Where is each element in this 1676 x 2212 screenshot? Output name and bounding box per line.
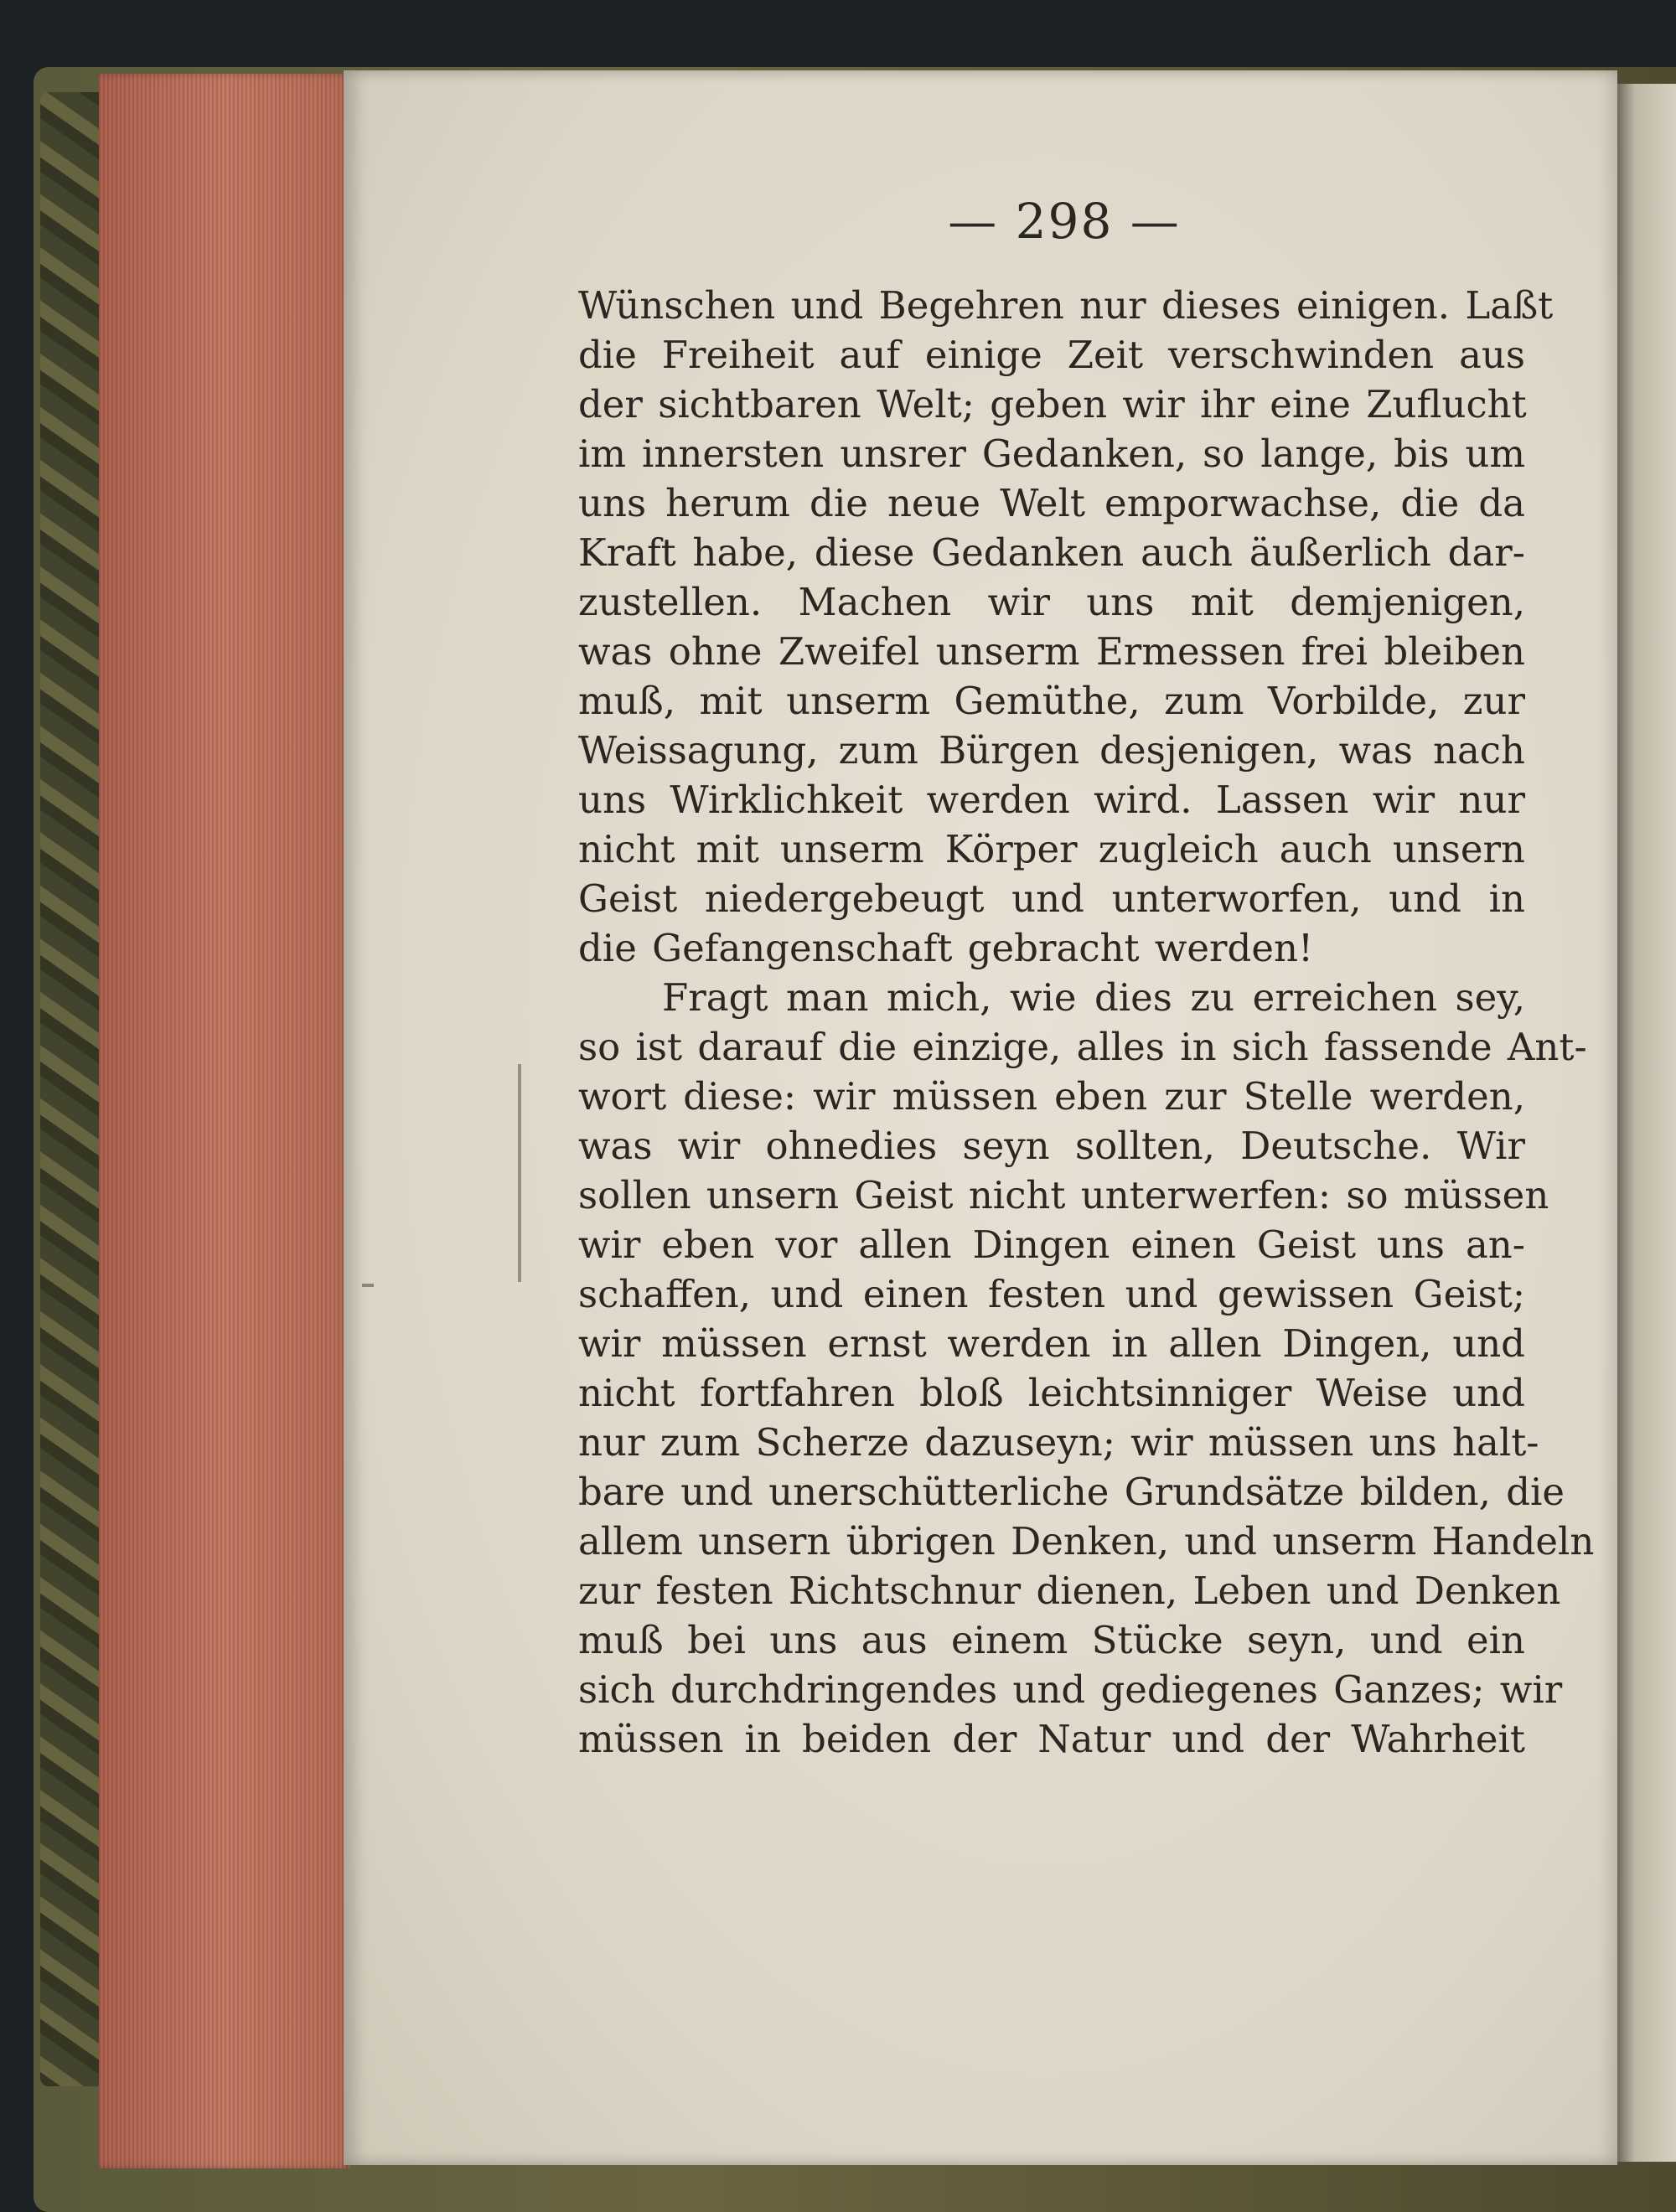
text-line: bare und unerschütterliche Grundsätze bilden, die	[578, 1470, 1565, 1514]
margin-pencil-mark	[518, 1064, 521, 1282]
text-line: nur zum Scherze dazuseyn; wir müssen uns halt-	[578, 1420, 1539, 1465]
text-line: Wünschen und Begehren nur dieses einigen. Laßt	[578, 283, 1554, 328]
text-line: allem unsern übrigen Denken, und unserm Handeln	[578, 1519, 1595, 1563]
text-line: nicht mit unserm Körper zugleich auch unsern	[578, 827, 1525, 871]
text-line: Geist niedergebeugt und unterworfen, und in	[578, 876, 1525, 921]
margin-dash-mark	[362, 1284, 374, 1287]
text-line: wir eben vor allen Dingen einen Geist uns an-	[578, 1222, 1525, 1267]
text-line: so ist darauf die einzige, alles in sich fassende Ant-	[578, 1025, 1587, 1069]
text-line: muß bei uns aus einem Stücke seyn, und ein	[578, 1618, 1525, 1662]
text-line: was ohne Zweifel unserm Ermessen frei bleiben	[578, 629, 1525, 674]
text-line: Fragt man mich, wie dies zu erreichen sey,	[662, 975, 1525, 1020]
text-line: der sichtbaren Welt; geben wir ihr eine Zuflucht	[578, 382, 1527, 426]
body-text	[578, 281, 1595, 1764]
text-line: sich durchdringendes und gediegenes Ganzes; wir	[578, 1667, 1563, 1712]
text-line: Weissagung, zum Bürgen desjenigen, was nach	[578, 728, 1525, 773]
text-line: wort diese: wir müssen eben zur Stelle werden,	[578, 1074, 1525, 1119]
text-line: nicht fortfahren bloß leichtsinniger Weise und	[578, 1371, 1525, 1415]
text-line: schaffen, und einen festen und gewissen Geist;	[578, 1272, 1525, 1316]
text-line: Kraft habe, diese Gedanken auch äußerlich dar-	[578, 530, 1525, 575]
text-line: zur festen Richtschnur dienen, Leben und Denken	[578, 1569, 1561, 1613]
text-line: uns herum die neue Welt emporwachse, die da	[578, 481, 1525, 525]
text-line: was wir ohnedies seyn sollten, Deutsche. Wir	[578, 1124, 1525, 1168]
text-line: müssen in beiden der Natur und der Wahrheit	[578, 1717, 1525, 1761]
text-line: im innersten unsrer Gedanken, so lange, bis um	[578, 432, 1525, 476]
marbled-board	[40, 92, 107, 2086]
text-line: die Freiheit auf einige Zeit verschwinden aus	[578, 333, 1525, 377]
text-line: sollen unsern Geist nicht unterwerfen: so müssen	[578, 1173, 1549, 1217]
text-line: uns Wirklichkeit werden wird. Lassen wir nur	[578, 778, 1525, 822]
page-number-header: — 298 —	[948, 193, 1181, 250]
text-line: muß, mit unserm Gemüthe, zum Vorbilde, zur	[578, 679, 1525, 723]
text-line: zustellen. Machen wir uns mit demjenigen,	[578, 580, 1525, 624]
facing-page-edge	[1617, 84, 1676, 2162]
text-line: wir müssen ernst werden in allen Dingen, und	[578, 1321, 1525, 1366]
page-edges	[99, 74, 350, 2168]
text-line: die Gefangenschaft gebracht werden!	[578, 926, 1314, 970]
